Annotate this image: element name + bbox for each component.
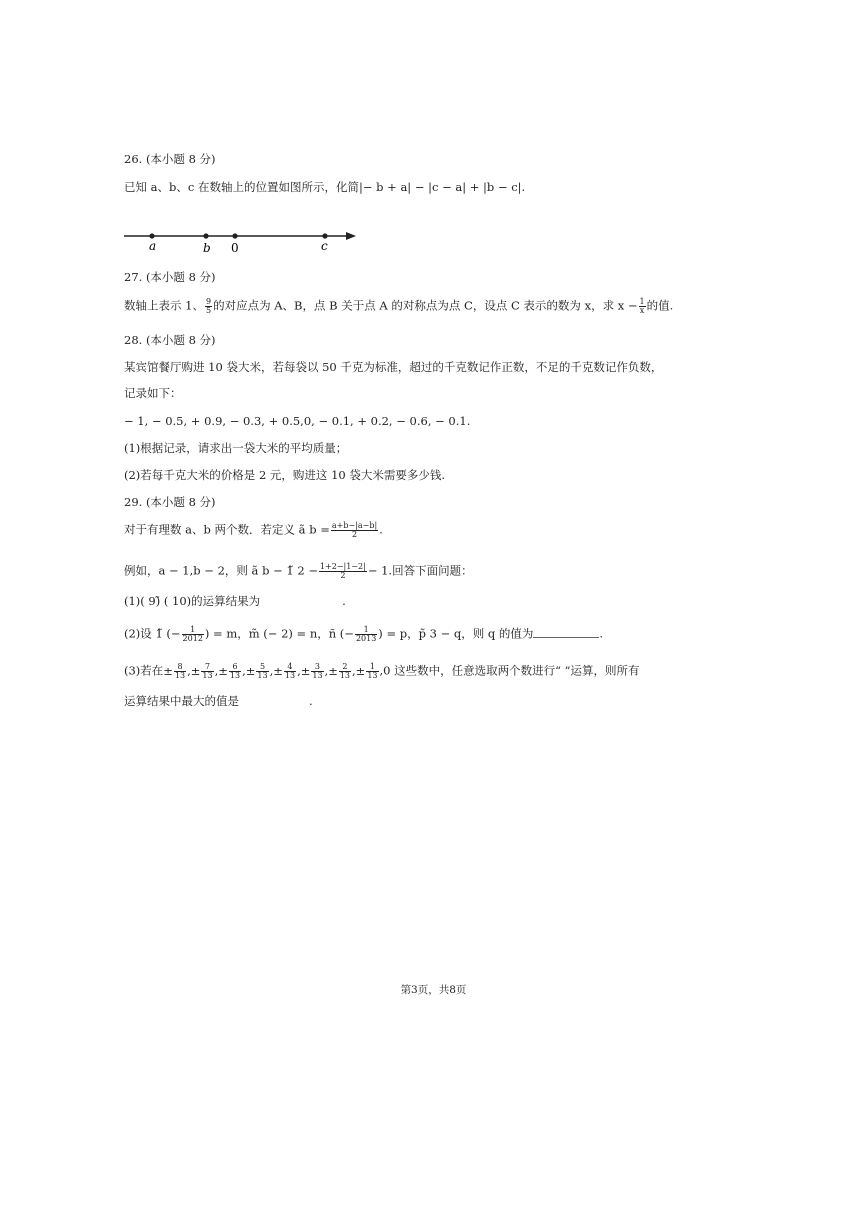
fraction: $\frac{8}{13}$ <box>174 662 186 680</box>
fraction-list-item: ,± <box>352 663 366 678</box>
fraction-list-item: ,± <box>242 663 256 678</box>
q29-part3-line2: 运算结果中最大的值是 . <box>124 694 313 708</box>
fraction-list-item: ,± <box>269 663 283 678</box>
fraction-1-2012: $\frac{1}{2012}$ <box>182 625 203 643</box>
number-line-figure <box>124 226 364 256</box>
point-c <box>322 233 327 238</box>
q27-text: 数轴上表示 1、 $\frac{9}{5}$ 的对应点为 A、B，点 B 关于点 A 的对称点为点 C，设点 C 表示的数为 x，求 x − $\frac{1}{x}$ 的值. <box>124 297 674 315</box>
q26-heading: 26. (本小题 8 分) <box>124 152 216 166</box>
fraction: $\frac{5}{13}$ <box>257 662 268 680</box>
fraction: $\frac{3}{13}$ <box>312 662 323 680</box>
fraction-one-over-x: $\frac{1}{x}$ <box>639 297 645 315</box>
q29-example: 例如，a − 1,b − 2，则 ã b − 1̃ 2 − $\frac{1+2-|1-2|}{2}$ − 1.回答下面问题： <box>124 562 473 580</box>
label-a: a <box>149 239 157 253</box>
point-b <box>203 233 208 238</box>
q28-sub1: (1)根据记录，请求出一袋大米的平均质量； <box>124 441 348 455</box>
number-line-arrow <box>346 232 356 240</box>
fraction: $\frac{7}{13}$ <box>202 662 213 680</box>
q28-sub2: (2)若每千克大米的价格是 2 元，购进这 10 袋大米需要多少钱. <box>124 468 446 482</box>
fraction-list-item: ,± <box>324 663 338 678</box>
fraction: $\frac{4}{13}$ <box>284 662 296 680</box>
fraction-list-item: ,± <box>214 663 228 678</box>
page-footer: 第3页，共8页 <box>400 984 467 996</box>
q26-text: 已知 a、b、c 在数轴上的位置如图所示，化简|− b + a| − |c − a| + |b − c|. <box>124 180 526 194</box>
q29-part1: (1)( 9)̃ ( 10)的运算结果为 . <box>124 594 346 608</box>
fraction-definition: $\frac{a+b-|a-b|}{2}$ <box>331 521 378 539</box>
q28-heading: 28. (本小题 8 分) <box>124 333 216 347</box>
fraction-nine-fifths: $\frac{9}{5}$ <box>205 297 212 315</box>
point-a <box>149 233 154 238</box>
q28-line2: 记录如下： <box>124 386 182 400</box>
q27-heading: 27. (本小题 8 分) <box>124 270 216 284</box>
fraction-list-item: ,± <box>187 663 201 678</box>
fraction-list-item: ± <box>163 663 173 678</box>
point-zero <box>232 233 237 238</box>
answer-blank-2 <box>533 627 599 638</box>
q28-data: − 1, − 0.5, + 0.9, − 0.3, + 0.5,0, − 0.1, + 0.2, − 0.6, − 0.1. <box>124 414 471 428</box>
q28-line1: 某宾馆餐厅购进 10 袋大米，若每袋以 50 千克为标准，超过的千克数记作正数，不足的千克数记作负数， <box>124 360 663 374</box>
q29-part3: (3)若在± $\frac{8}{13}$ ,± $\frac{7}{13}$ ,± $\frac{6}{13}$ ,± $\frac{5}{13}$ ,± $\frac{4}{13}$ ,± $\frac{3}{13}$ ,± $\frac{2}{13}$ ,± $\frac{1}{13}$ ,0 这些数中，任意选取两个数进行“ ”运算，则所有 <box>124 662 640 680</box>
label-b: b <box>203 241 211 255</box>
fraction-list <box>163 664 379 678</box>
fraction: $\frac{1}{13}$ <box>367 662 378 680</box>
label-zero: 0 <box>231 241 239 255</box>
q29-part2: (2)设 1̃ (− $\frac{1}{2012}$ ) = m，m̃ (− 2) = n，ñ (− $\frac{1}{2013}$ ) = p，p̃ 3 − q，则 q 的值为 . <box>124 625 604 643</box>
q29-definition: 对于有理数 a、b 两个数．若定义 ã b = $\frac{a+b-|a-b|}{2}$ . <box>124 521 383 539</box>
q29-heading: 29. (本小题 8 分) <box>124 495 216 509</box>
fraction-list-item: ,± <box>297 663 311 678</box>
fraction: $\frac{6}{13}$ <box>229 662 241 680</box>
fraction-example: $\frac{1+2-|1-2|}{2}$ <box>319 562 366 580</box>
label-c: c <box>321 239 328 253</box>
fraction-1-2013: $\frac{1}{2013}$ <box>355 625 377 643</box>
fraction: $\frac{2}{13}$ <box>339 662 351 680</box>
